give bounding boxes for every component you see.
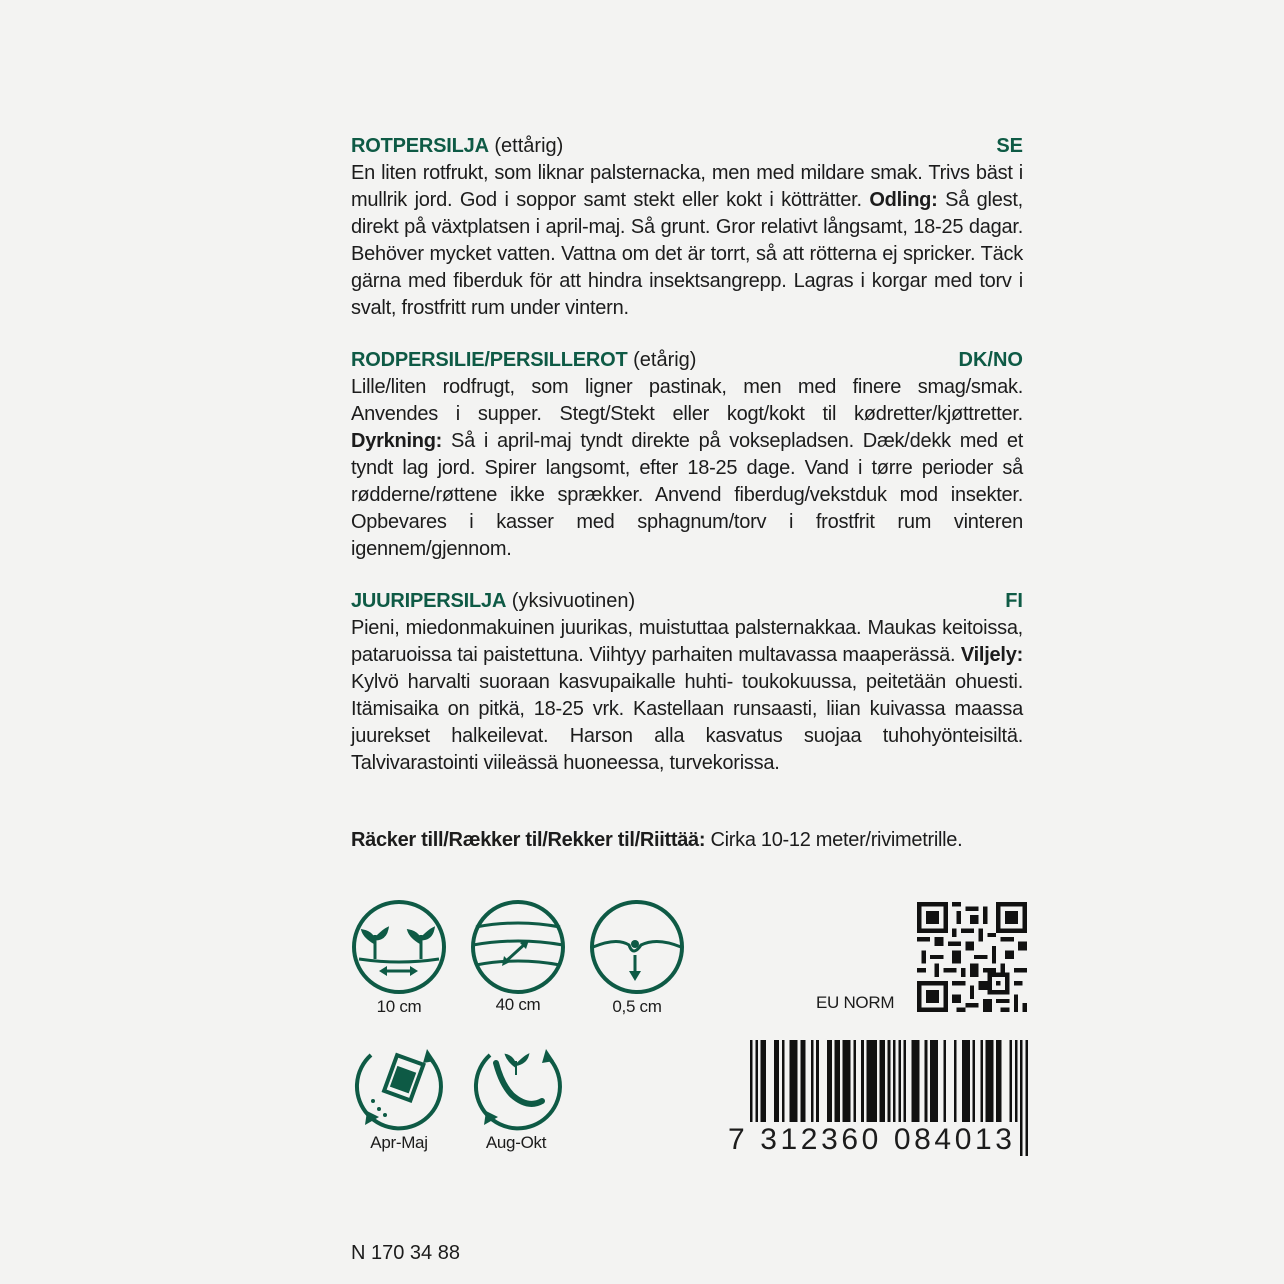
description-text: Pieni, miedonmakuinen juurikas, muistuttaa palsternakkaa. Maukas keitoissa, pataruoissa tai paistettuna. Viihtyy parhaiten multavassa maaperässä.: [351, 617, 1023, 666]
variety-qualifier: (ettårig): [494, 135, 564, 157]
section-text: [351, 615, 1023, 777]
row-spacing-icon: [468, 897, 568, 997]
description-text: En liten rotfrukt, som liknar palsternacka, men med mildare smak. Trivs bäst i mullrik jord. God i soppor samt stekt eller kokt i kötträtter.: [351, 162, 1023, 211]
spacing-label: 10 cm: [376, 997, 422, 1016]
description-text: Lille/liten rodfrugt, som ligner pastinak, men med finere smag/smak. Anvendes i supper. Stegt/Stekt eller kogt/kokt til kødretter/kjøttretter.: [351, 376, 1023, 425]
sowing-time-icon: [349, 1035, 449, 1135]
cultivation-text: Så i april-maj tyndt direkte på voksepladsen. Dæk/dekk med et tyndt lag jord. Spirer langsomt, efter 18-25 dage. Vand i tørre perioder så rødderne/røttene ikke sprækker. Anvend fiberdug/vekstduk mod insekter. Opbevares i kasser med sphagnum/torv i frostfrit rum vinteren igennem/gjennom.: [351, 430, 1023, 560]
plant-spacing-icon: [349, 897, 449, 997]
yield-label: Räcker till/Rækker til/Rekker til/Riittää:: [351, 829, 706, 851]
section-text: [351, 374, 1023, 563]
section-text: [351, 160, 1023, 322]
section-se: [351, 133, 1023, 322]
sowing-depth-icon: [587, 897, 687, 997]
qr-code: [917, 902, 1027, 1012]
depth-label: 0,5 cm: [612, 997, 662, 1016]
section-header: [351, 588, 1023, 615]
language-code: FI: [1005, 590, 1023, 612]
cultivation-label: Odling:: [869, 189, 938, 211]
section-header: [351, 133, 1023, 160]
harvest-time-icon: [468, 1035, 568, 1135]
barcode-bar: [1020, 1040, 1023, 1156]
barcode-bar: [1025, 1040, 1028, 1156]
cultivation-label: Dyrkning:: [351, 430, 443, 452]
cultivation-text: Kylvö harvalti suoraan kasvupaikalle huhti- toukokuussa, peitetään ohuesti. Itämisaika on pitkä, 18-25 vrk. Kastellaan runsaasti, liian kuivassa maassa juurekset halkeilevat. Harson alla kasvatus suojaa tuhohyönteisiltä. Talvivarastointi viileässä huoneessa, turvekorissa.: [351, 671, 1023, 774]
variety-name: JUURIPERSILJA: [351, 590, 507, 612]
variety-name: RODPERSILIE/PERSILLEROT: [351, 349, 628, 371]
cultivation-text: Så glest, direkt på växtplatsen i april-maj. Så grunt. Gror relativt långsamt, 18-25 dagar. Behöver mycket vatten. Vattna om det är torrt, så att rötterna ej spricker. Täck gärna med fiberduk för att hindra insektsangrepp. Lagras i korgar med torv i svalt, frostfritt rum under vintern.: [351, 189, 1023, 319]
cultivation-label: Viljely:: [960, 644, 1023, 666]
harvest-label: Aug-Okt: [485, 1133, 547, 1152]
eu-norm-label: EU NORM: [816, 993, 895, 1012]
yield-value: Cirka 10-12 meter/rivimetrille.: [705, 829, 963, 851]
section-header: [351, 347, 1023, 374]
section-dk-no: [351, 347, 1023, 563]
article-number: N 170 34 88: [351, 1242, 460, 1264]
language-code: SE: [996, 135, 1023, 157]
variety-qualifier: (etårig): [633, 349, 697, 371]
language-code: DK/NO: [958, 349, 1023, 371]
variety-name: ROTPERSILJA: [351, 135, 489, 157]
variety-qualifier: (yksivuotinen): [511, 590, 636, 612]
barcode-number: 7 312360 084013: [728, 1123, 1016, 1156]
section-fi: [351, 588, 1023, 777]
row-spacing-label: 40 cm: [495, 995, 541, 1014]
yield-line: [351, 829, 962, 852]
sowing-label: Apr-Maj: [370, 1133, 428, 1152]
